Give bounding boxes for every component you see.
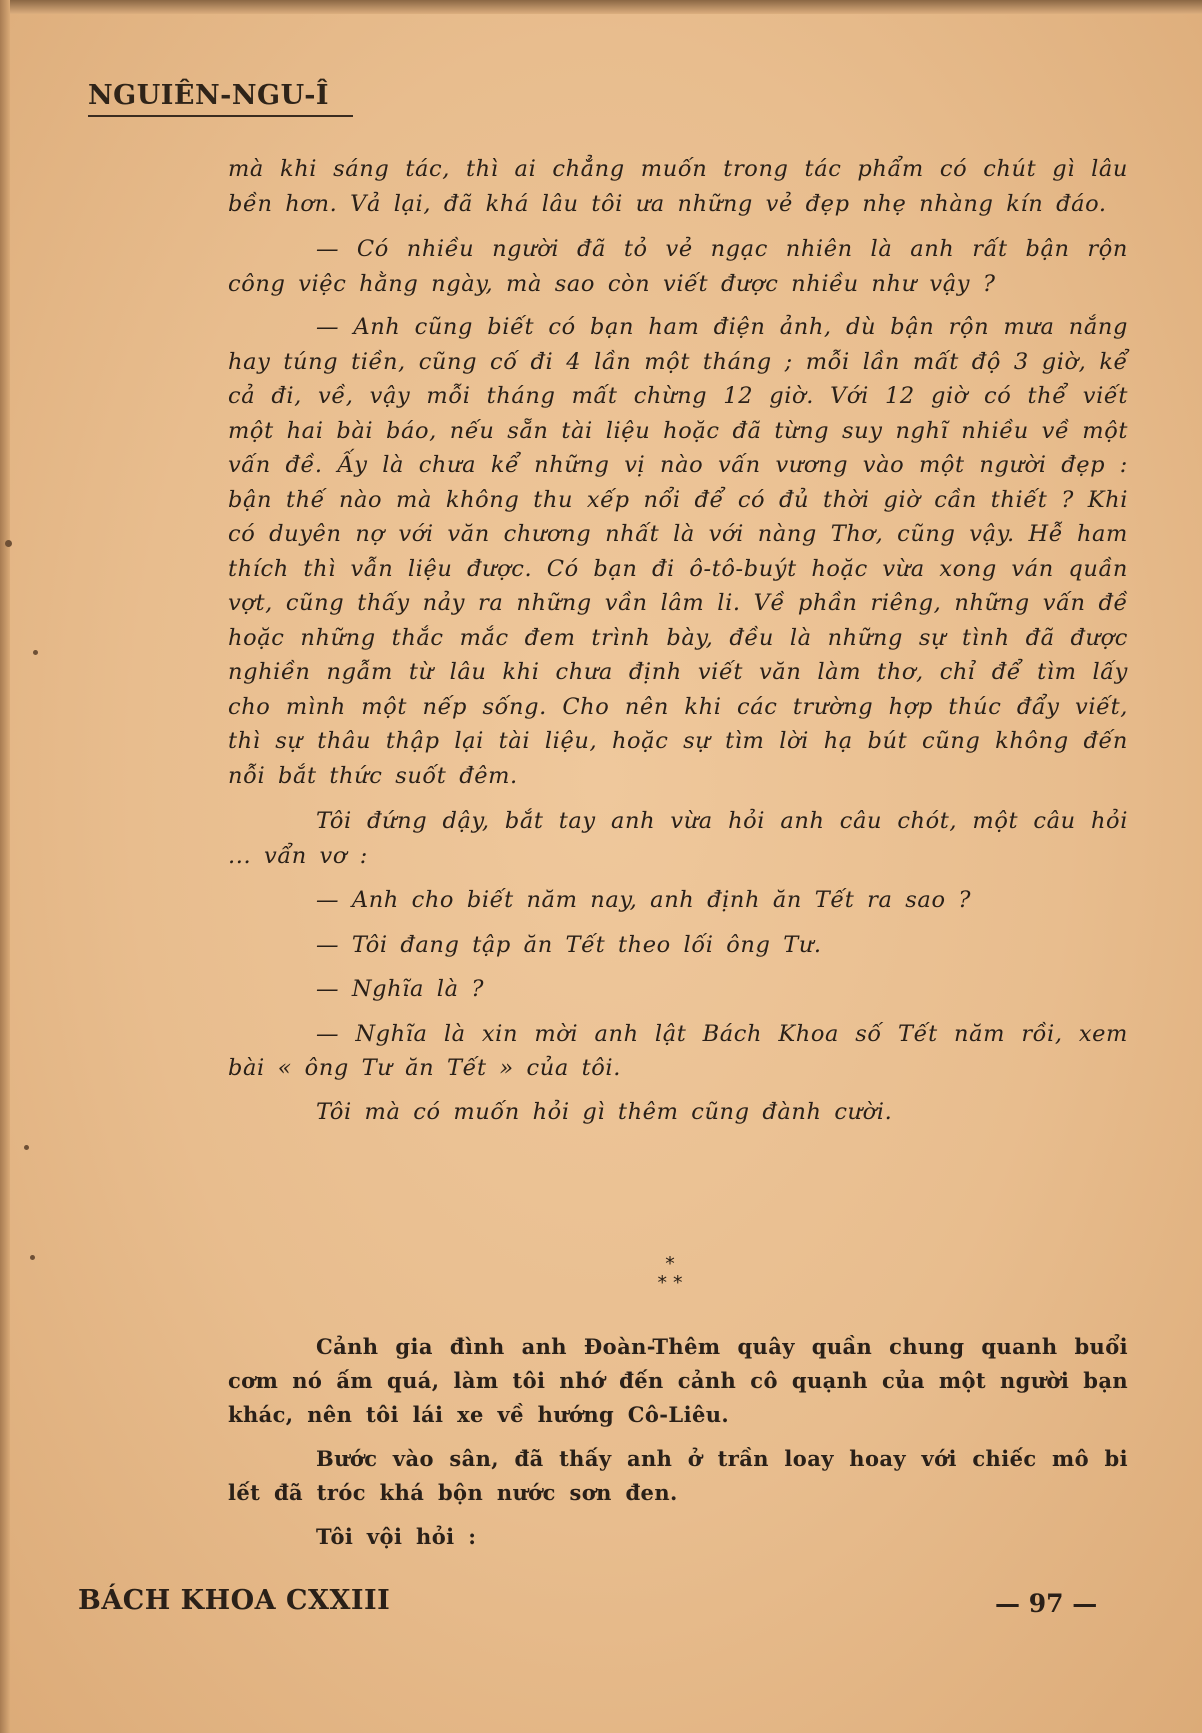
paragraph-new-section: Bước vào sân, đã thấy anh ở trần loay hoay với chiếc mô bi lết đã tróc khá bộn nước sơn đen.	[228, 1446, 1128, 1505]
paragraph-question: — Có nhiều người đã tỏ vẻ ngạc nhiên là anh rất bận rộn công việc hằng ngày, mà sao còn viết được nhiều như vậy ?	[228, 236, 1128, 297]
page-top-edge	[0, 0, 1202, 14]
running-head-author: NGUIÊN-NGU-Î	[88, 80, 330, 111]
dialogue-line: — Nghĩa là ?	[316, 976, 485, 1002]
running-head-rule	[88, 115, 353, 117]
paragraph-continuation: mà khi sáng tác, thì ai chẳng muốn trong tác phẩm có chút gì lâu bền hơn. Vả lại, đã khá lâu tôi ưa những vẻ đẹp nhẹ nhàng kín đáo.	[228, 156, 1128, 217]
paper-speck	[24, 1145, 29, 1150]
dialogue-line: — Tôi đang tập ăn Tết theo lối ông Tư.	[316, 931, 822, 958]
separator-star-top: *	[665, 1253, 675, 1275]
separator-stars-bottom: * *	[657, 1272, 683, 1294]
paragraph-new-section: Cảnh gia đình anh Đoàn-Thêm quây quần chung quanh buổi cơm nó ấm quá, làm tôi nhớ đến cảnh cô quạnh của một người bạn khác, nên tôi lái xe về hướng Cô-Liêu.	[228, 1334, 1128, 1427]
dialogue-line: — Anh cho biết năm nay, anh định ăn Tết ra sao ?	[316, 887, 972, 913]
paragraph-answer: — Anh cũng biết có bạn ham điện ảnh, dù bận rộn mưa nắng hay túng tiền, cũng cố đi 4 lần một tháng ; mỗi lần mất độ 3 giờ, kể cả đi, về, vậy mỗi tháng mất chừng 12 giờ. Với 12 giờ có thể viết một hai bài báo, nếu sẵn tài liệu hoặc đã từng suy nghĩ nhiều về một vấn đề. Ấy là chưa kể những vị nào vấn vương vào một người đẹp : bận thế nào mà không thu xếp nổi để có đủ thời giờ cần thiết ? Khi có duyên nợ với văn chương nhất là với nàng Thơ, cũng vậy. Hễ ham thích thì vẫn liệu được. Có bạn đi ô-tô-buýt hoặc vừa xong ván quần vợt, cũng thấy nảy ra những vần lâm li. Về phần riêng, những vấn đề hoặc những thắc mắc đem trình bày, đều là những sự tình đã được nghiền ngẫm từ lâu khi chưa định viết văn làm thơ, chỉ để tìm lấy cho mình một nếp sống. Cho nên khi các trường hợp thúc đẩy viết, thì sự thâu thập lại tài liệu, hoặc sự tìm lời hạ bút cũng không đến nỗi bắt thức suốt đêm.	[228, 314, 1128, 789]
section-separator	[640, 1255, 700, 1293]
paper-speck	[30, 1255, 35, 1260]
paper-speck	[5, 540, 12, 547]
next-section-text	[228, 1330, 1128, 1554]
footer-page-number: — 97 —	[995, 1589, 1098, 1618]
interview-text	[228, 152, 1128, 1129]
dialogue-line: — Nghĩa là xin mời anh lật Bách Khoa số Tết năm rồi, xem bài « ông Tư ăn Tết » của tôi.	[228, 1020, 1128, 1081]
paragraph-new-section: Tôi vội hỏi :	[316, 1524, 477, 1549]
paper-speck	[33, 650, 38, 655]
footer-journal-title: BÁCH KHOA CXXIII	[78, 1585, 391, 1616]
page-left-edge	[0, 0, 10, 1733]
paragraph-closing: Tôi mà có muốn hỏi gì thêm cũng đành cười.	[316, 1098, 893, 1125]
paragraph-narration: Tôi đứng dậy, bắt tay anh vừa hỏi anh câu chót, một câu hỏi ... vẩn vơ :	[228, 808, 1128, 869]
